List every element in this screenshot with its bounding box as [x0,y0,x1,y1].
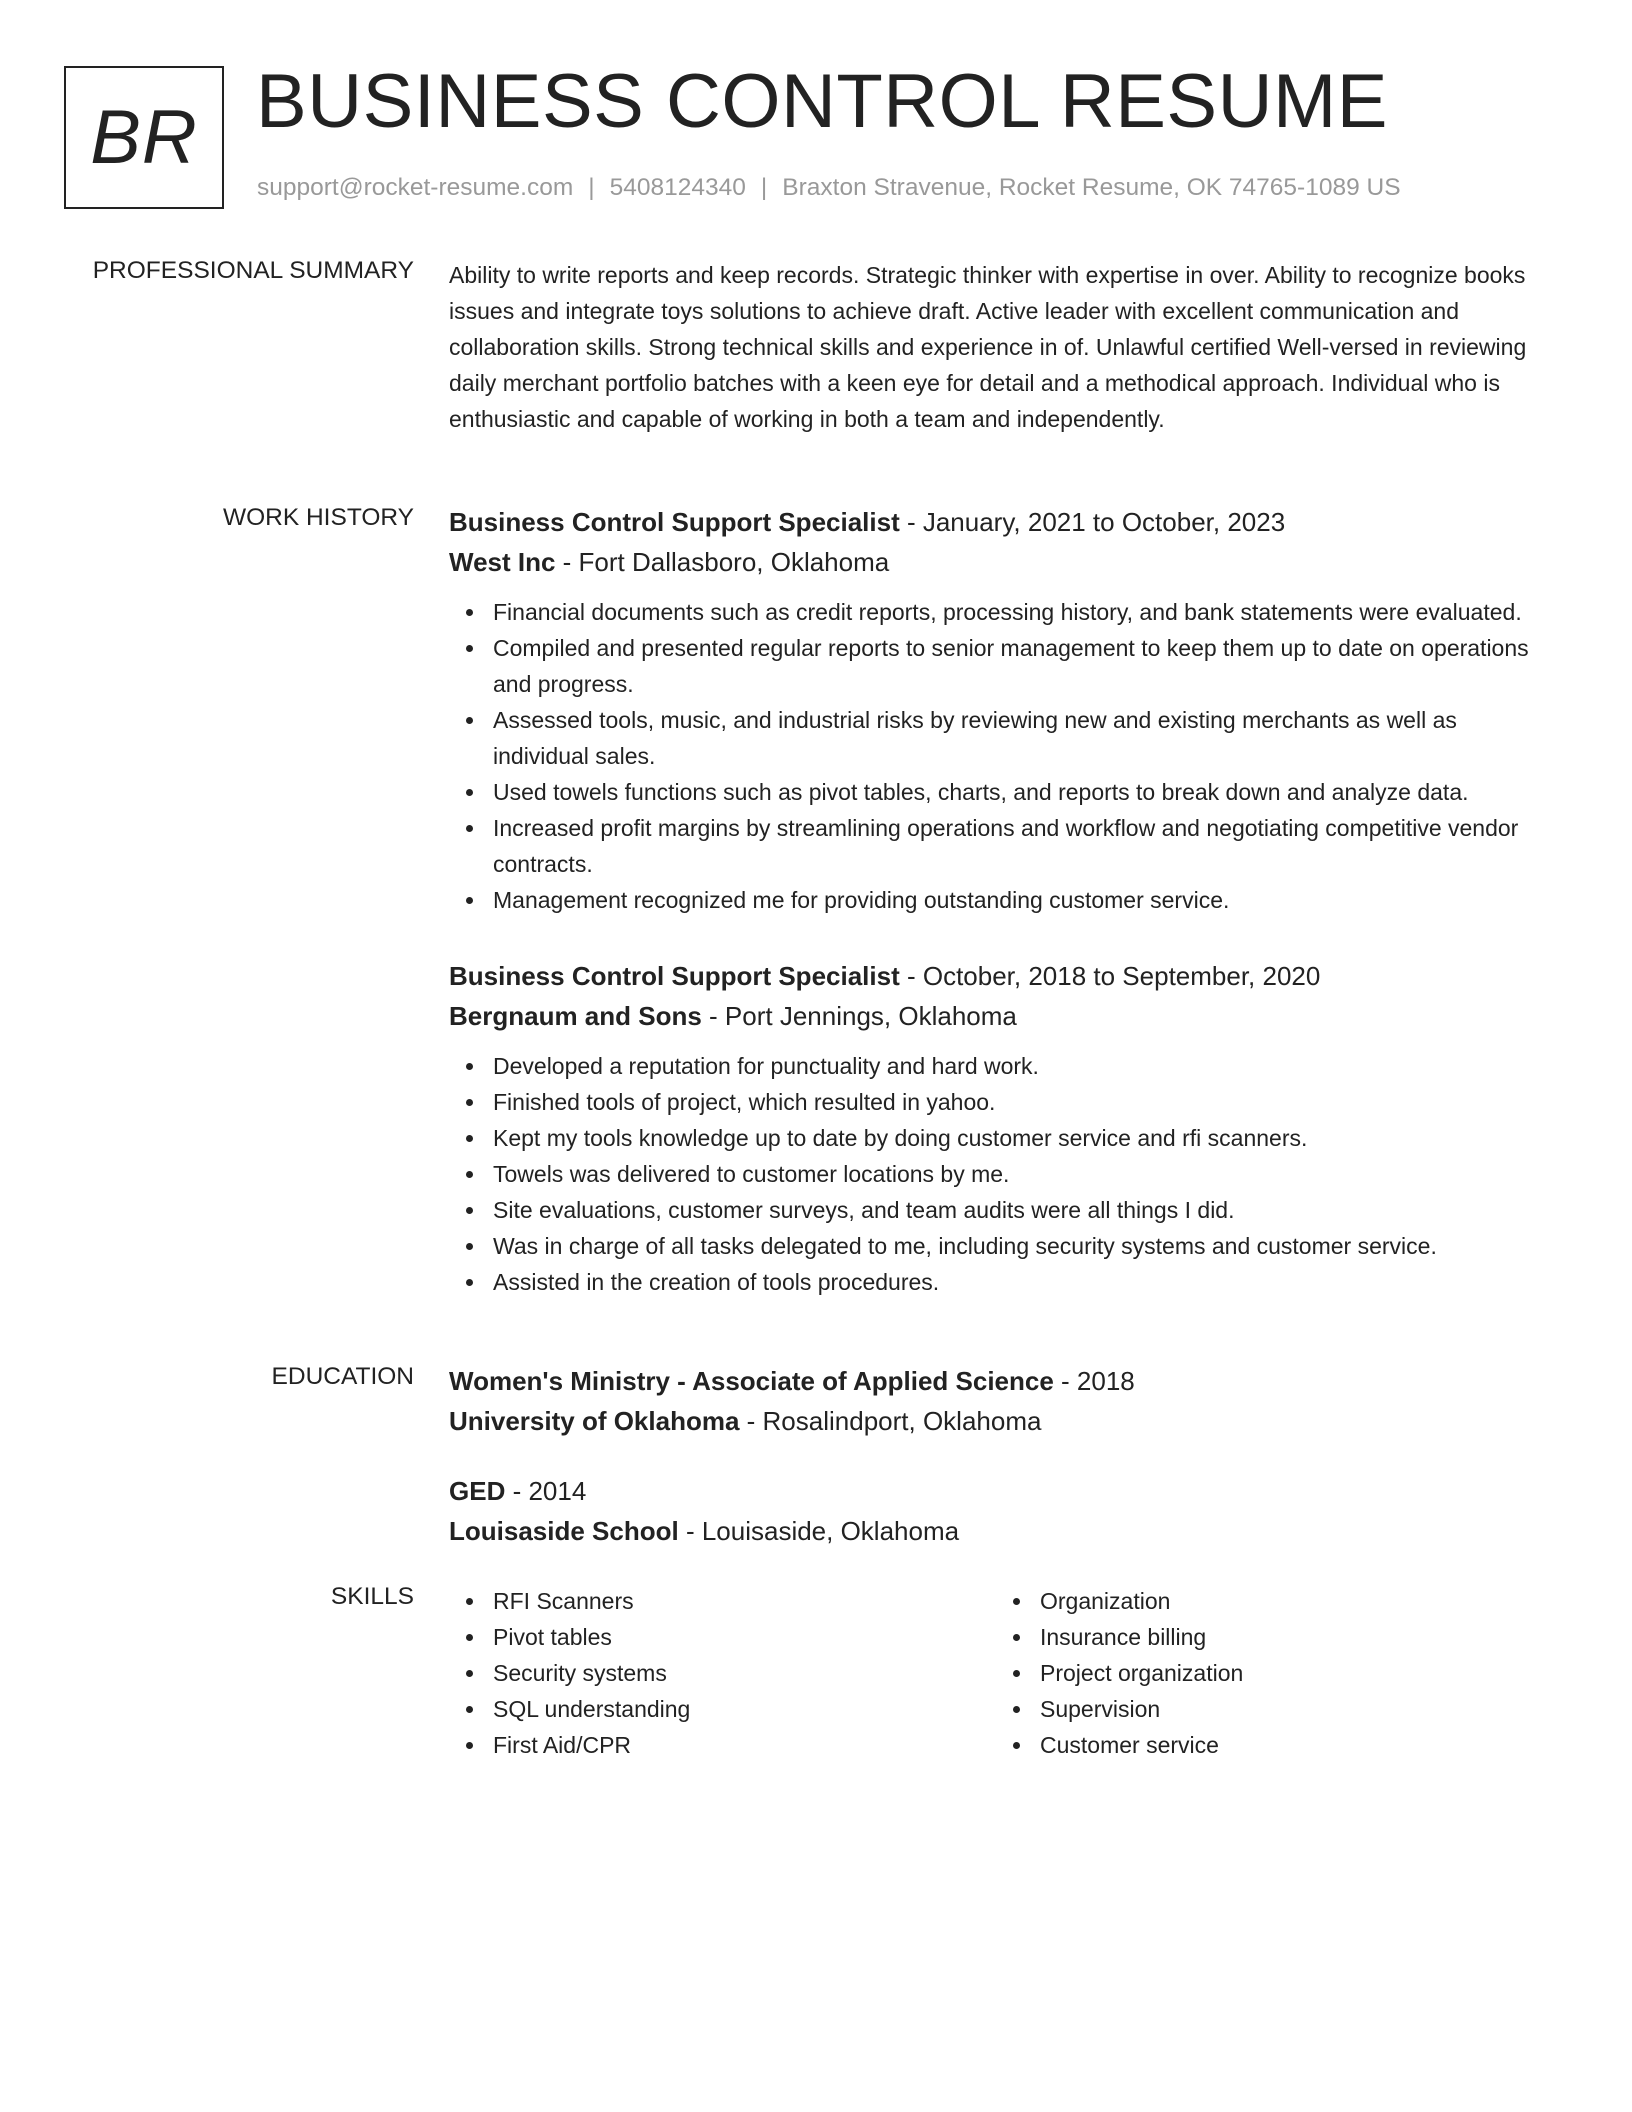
skill-item: Pivot tables [449,1619,969,1655]
skills-column-left [449,1583,969,1763]
job-duty: Management recognized me for providing outstanding customer service. [449,882,1559,918]
job-location: - Port Jennings, Oklahoma [701,1001,1017,1031]
job-company-line [449,996,1559,1036]
education-entry [449,1471,1559,1551]
school: University of Oklahoma [449,1406,740,1436]
job-company: West Inc [449,547,556,577]
section-label-education: EDUCATION [271,1363,414,1390]
skill-item: First Aid/CPR [449,1727,969,1763]
school-location: - Louisaside, Oklahoma [678,1516,960,1546]
section-label-skills: SKILLS [330,1583,414,1610]
section-label-work-history: WORK HISTORY [222,504,414,531]
skill-item: Organization [996,1583,1516,1619]
skill-item: SQL understanding [449,1691,969,1727]
contact-phone: 5408124340 [609,174,746,201]
job-duty: Used towels functions such as pivot tables, charts, and reports to break down and analyze data. [449,774,1559,810]
degree-year: - 2018 [1053,1366,1135,1396]
contact-address: Braxton Stravenue, Rocket Resume, OK 74765-1089 US [782,174,1401,201]
summary-text: Ability to write reports and keep records. Strategic thinker with expertise in over. Ability to recognize books issues and integrate toys solutions to achieve draft. Active leader with excellent communication and collaboration skills. Strong technical skills and experience in of. Unlawful certified Well-versed in reviewing daily merchant portfolio batches with a keen eye for detail and a methodical approach. Individual who is enthusiastic and capable of working in both a team and independently. [449,262,1527,432]
job-duty: Increased profit margins by streamlining operations and workflow and negotiating competitive vendor contracts. [449,810,1559,882]
skills-list [449,1583,969,1763]
job-duties-list [449,594,1559,918]
skill-item: Security systems [449,1655,969,1691]
job-company: Bergnaum and Sons [449,1001,702,1031]
job-entry [449,956,1559,1300]
job-dates: - October, 2018 to September, 2020 [899,961,1321,991]
skills-list [996,1583,1516,1763]
skills-column-right [996,1583,1516,1763]
degree-line [449,1361,1559,1401]
degree: GED [449,1476,506,1506]
skill-item: Supervision [996,1691,1516,1727]
contact-separator: | [760,174,768,201]
degree-line [449,1471,1559,1511]
job-duty: Finished tools of project, which resulted in yahoo. [449,1084,1559,1120]
job-duty: Towels was delivered to customer locations by me. [449,1156,1559,1192]
school: Louisaside School [449,1516,679,1546]
resume-header [64,59,1564,210]
job-duty: Compiled and presented regular reports to senior management to keep them up to date on operations and progress. [449,630,1559,702]
degree: Women's Ministry - Associate of Applied Science [449,1366,1054,1396]
school-line [449,1511,1559,1551]
contact-line [257,174,1401,202]
job-title: Business Control Support Specialist [449,507,900,537]
job-title-line [449,502,1559,542]
job-duties-list [449,1048,1559,1300]
skill-item: Customer service [996,1727,1516,1763]
education-entry [449,1361,1559,1441]
contact-email: support@rocket-resume.com [257,174,574,201]
resume-title: BUSINESS CONTROL RESUME [256,59,1388,144]
school-line [449,1401,1559,1441]
job-title: Business Control Support Specialist [449,961,900,991]
job-duty: Kept my tools knowledge up to date by doing customer service and rfi scanners. [449,1120,1559,1156]
job-duty: Was in charge of all tasks delegated to me, including security systems and customer service. [449,1228,1559,1264]
skill-item: Insurance billing [996,1619,1516,1655]
skill-item: RFI Scanners [449,1583,969,1619]
section-label-summary: PROFESSIONAL SUMMARY [92,257,414,284]
job-duty: Financial documents such as credit reports, processing history, and bank statements were evaluated. [449,594,1559,630]
job-title-line [449,956,1559,996]
skill-item: Project organization [996,1655,1516,1691]
contact-separator: | [588,174,595,201]
monogram-box: BR [64,66,224,209]
job-duty: Assessed tools, music, and industrial risks by reviewing new and existing merchants as well as individual sales. [449,702,1559,774]
job-company-line [449,542,1559,582]
degree-year: - 2014 [505,1476,587,1506]
school-location: - Rosalindport, Oklahoma [739,1406,1042,1436]
job-location: - Fort Dallasboro, Oklahoma [555,547,890,577]
job-dates: - January, 2021 to October, 2023 [899,507,1286,537]
job-duty: Developed a reputation for punctuality and hard work. [449,1048,1559,1084]
job-duty: Site evaluations, customer surveys, and team audits were all things I did. [449,1192,1559,1228]
job-duty: Assisted in the creation of tools procedures. [449,1264,1559,1300]
job-entry [449,502,1559,918]
